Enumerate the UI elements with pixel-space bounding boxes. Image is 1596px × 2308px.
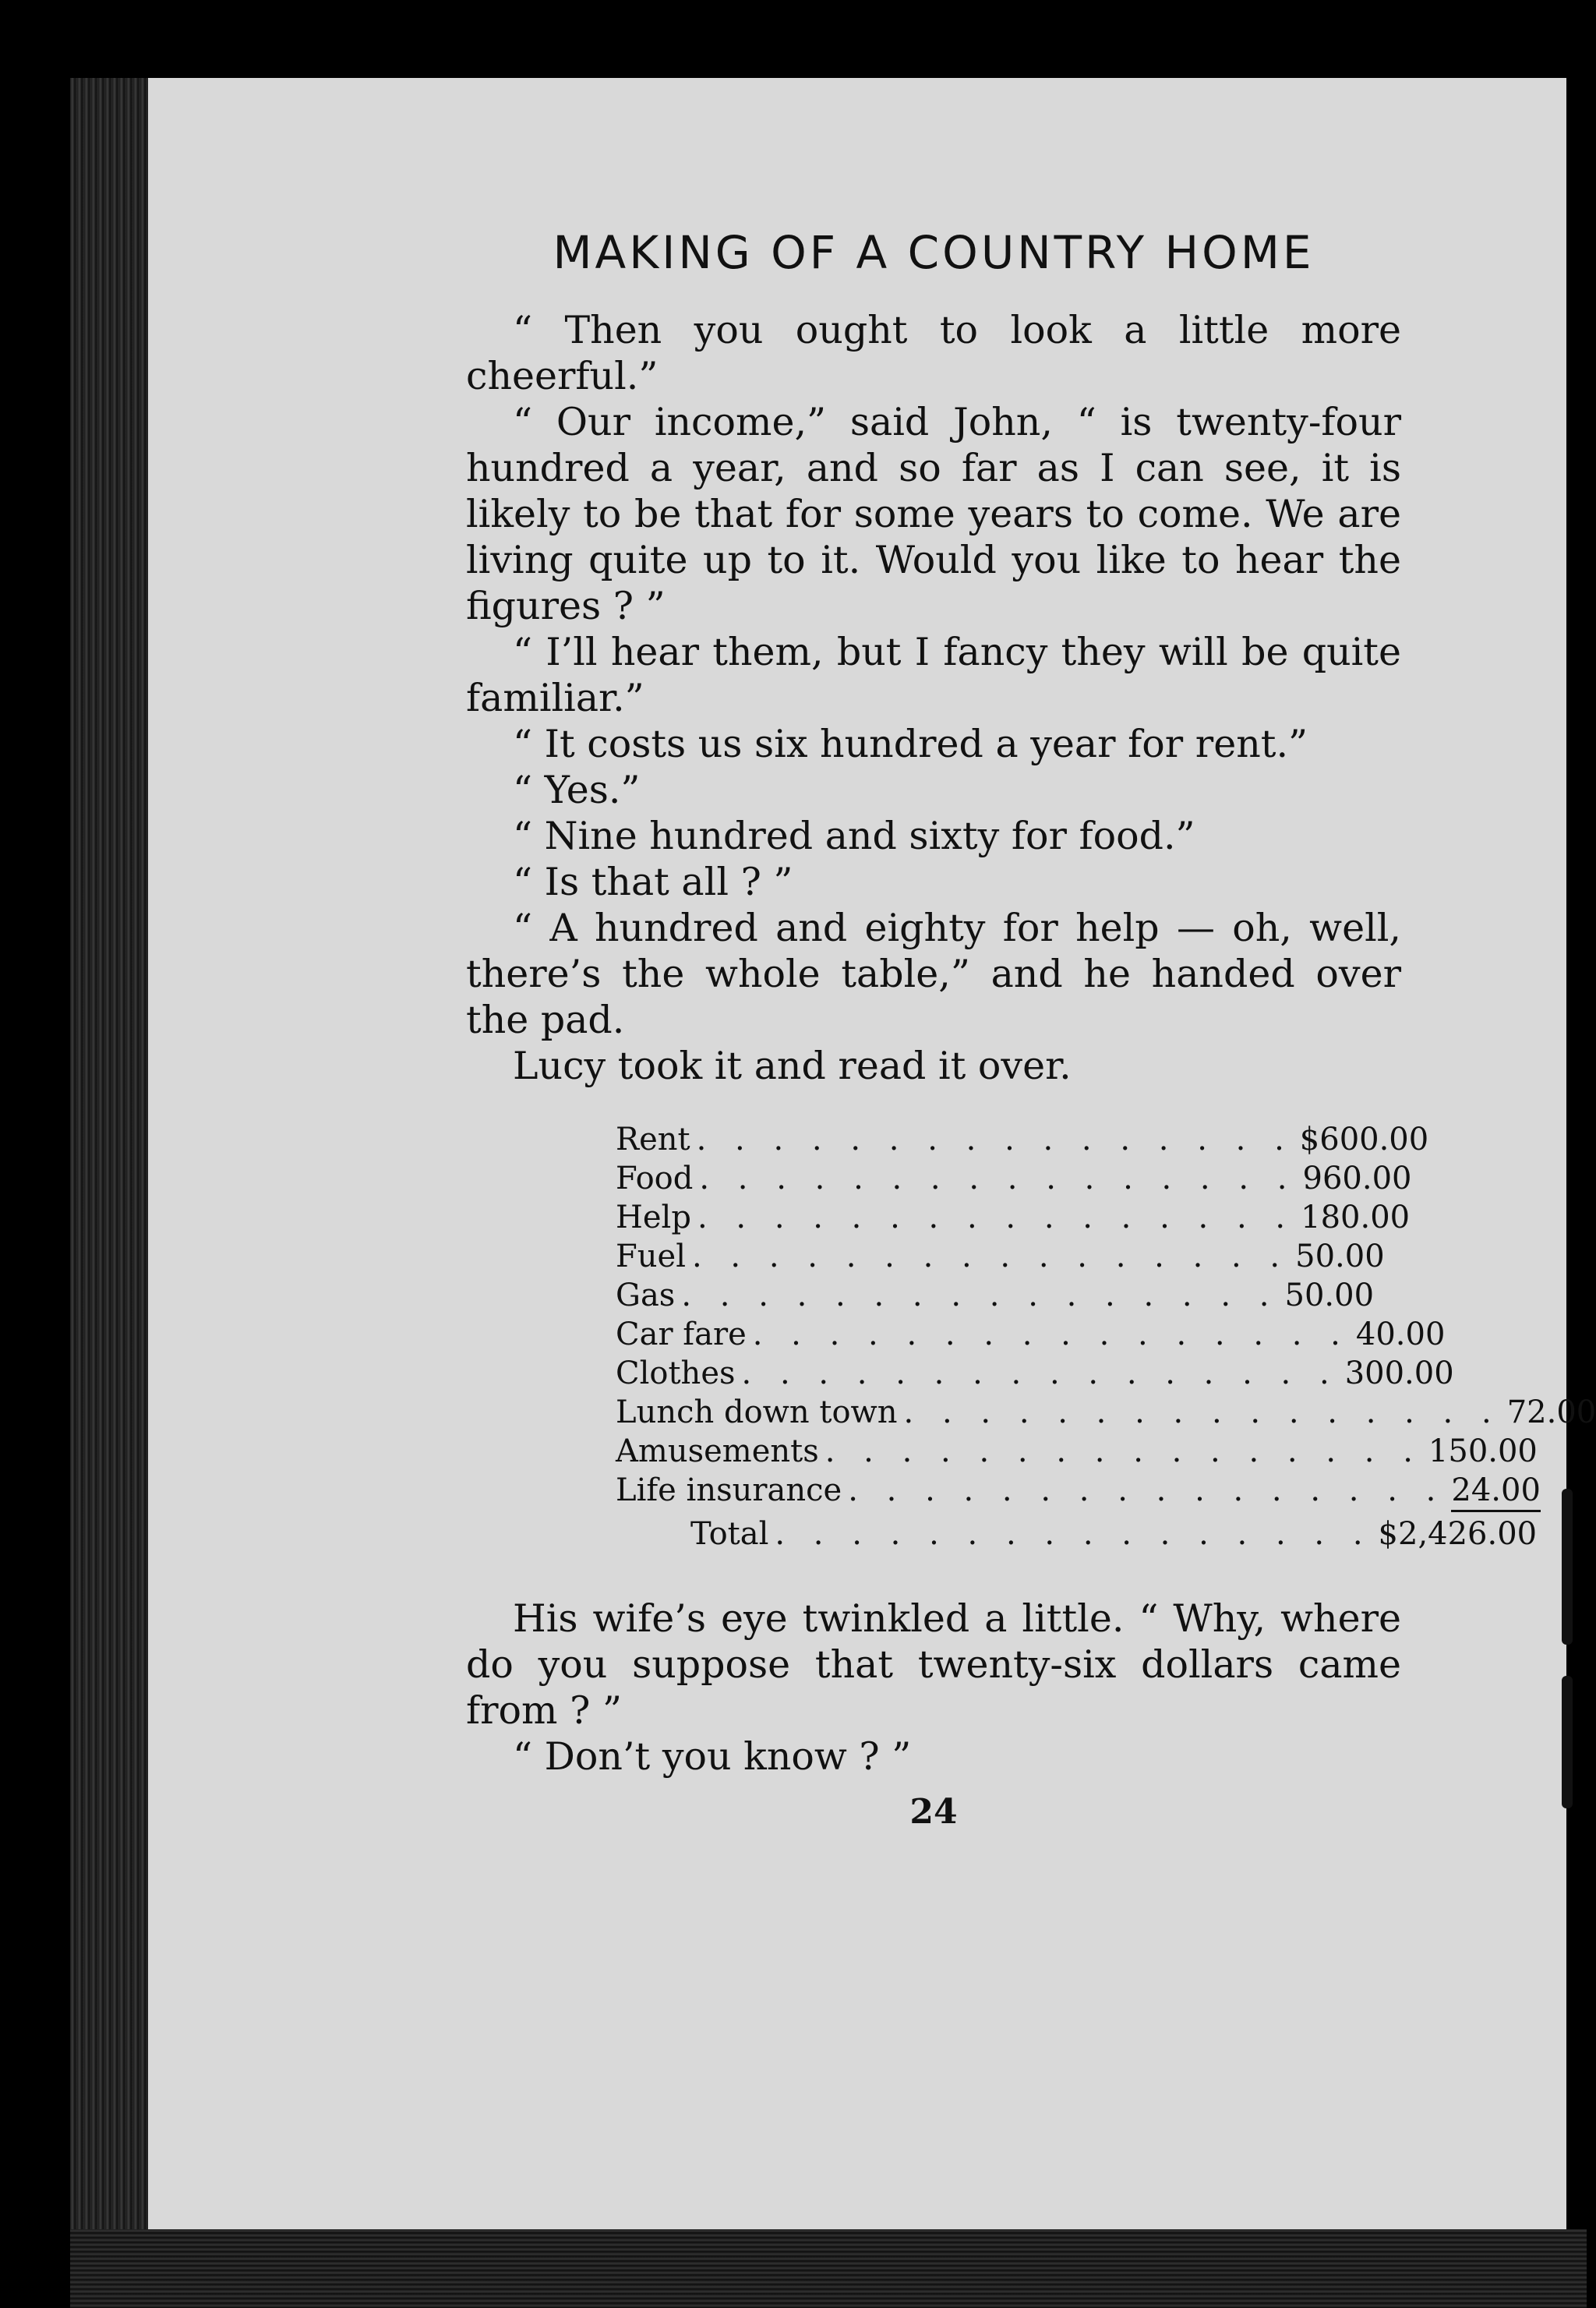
leader-dots: . . . . . . . . . . . . . . . . — [691, 1239, 1290, 1274]
leader-dots: . . . . . . . . . . . . . . . . — [848, 1472, 1446, 1508]
paragraph: “ Our income,” said John, “ is twenty-four hundred a year, and so far as I can see, it is likely to be that for some years to come. We are living quite up to it. Would you like to hear the figures ? ” — [466, 400, 1401, 628]
expense-total-row — [616, 1515, 1538, 1561]
expense-amount: 960.00 — [1302, 1161, 1412, 1196]
paragraph: “ Yes.” — [513, 768, 641, 812]
expense-row — [616, 1315, 1446, 1354]
expense-label: Fuel — [616, 1239, 686, 1274]
paragraph: “ Don’t you know ? ” — [513, 1734, 912, 1779]
paragraph: “ Is that all ? ” — [513, 860, 793, 904]
expense-label: Rent — [616, 1122, 690, 1158]
closing-text — [466, 1596, 1401, 1780]
expense-row — [616, 1393, 1596, 1432]
paragraph: “ Then you ought to look a little more cheerful.” — [466, 308, 1401, 398]
expense-amount: 180.00 — [1301, 1200, 1411, 1235]
paragraph: “ I’ll hear them, but I fancy they will be quite familiar.” — [466, 630, 1401, 720]
leader-dots: . . . . . . . . . . . . . . . . — [697, 1200, 1295, 1235]
expense-table — [616, 1120, 1596, 1561]
book-binding — [70, 78, 148, 2245]
leader-dots: . . . . . . . . . . . . . . . . — [699, 1161, 1297, 1196]
expense-label: Car fare — [616, 1317, 747, 1352]
paragraph: “ It costs us six hundred a year for rent.” — [513, 722, 1308, 766]
expense-row — [616, 1471, 1541, 1510]
text-block — [466, 226, 1596, 1832]
expense-amount: 24.00 — [1451, 1471, 1541, 1512]
right-edge-mark — [1562, 1676, 1573, 1808]
page-bottom-edge — [70, 2229, 1587, 2308]
paragraph: His wife’s eye twinkled a little. “ Why, where do you suppose that twenty-six dollars came from ? ” — [466, 1596, 1401, 1733]
expense-amount: 150.00 — [1428, 1433, 1538, 1469]
expense-label: Lunch down town — [616, 1394, 898, 1430]
paragraph: “ Nine hundred and sixty for food.” — [513, 814, 1195, 858]
leader-dots: . . . . . . . . . . . . . . . . — [824, 1433, 1422, 1469]
expense-label: Clothes — [616, 1355, 736, 1391]
leader-dots: . . . . . . . . . . . . . . . . — [696, 1122, 1294, 1158]
right-edge-mark — [1562, 1489, 1573, 1645]
expense-row — [616, 1237, 1385, 1276]
expense-label: Amusements — [616, 1433, 819, 1469]
page-number: 24 — [909, 1792, 958, 1832]
expense-label: Help — [616, 1200, 691, 1235]
expense-row — [616, 1354, 1454, 1393]
expense-amount: 40.00 — [1355, 1317, 1446, 1352]
leader-dots: . . . . . . . . . . . . . . . . — [741, 1355, 1339, 1391]
expense-label: Life insurance — [616, 1472, 842, 1508]
expense-amount: 300.00 — [1344, 1355, 1454, 1391]
expense-row — [616, 1120, 1429, 1159]
leader-dots: . . . . . . . . . . . . . . . . — [903, 1394, 1501, 1430]
expense-amount: 50.00 — [1284, 1278, 1375, 1313]
expense-amount: 50.00 — [1295, 1239, 1385, 1274]
expense-row — [616, 1159, 1412, 1198]
expense-row — [616, 1276, 1375, 1315]
running-head: MAKING OF A COUNTRY HOME — [553, 226, 1315, 279]
paragraph: Lucy took it and read it over. — [513, 1044, 1072, 1088]
leader-dots: . . . . . . . . . . . . . . . . — [775, 1516, 1372, 1552]
expense-label: Gas — [616, 1278, 676, 1313]
total-label: Total — [690, 1516, 769, 1552]
expense-row — [616, 1198, 1411, 1237]
expense-amount: $600.00 — [1299, 1122, 1429, 1158]
leader-dots: . . . . . . . . . . . . . . . . — [752, 1317, 1350, 1352]
expense-row — [616, 1432, 1538, 1471]
paragraph: “ A hundred and eighty for help — oh, well, there’s the whole table,” and he handed over the pad. — [466, 906, 1401, 1042]
leader-dots: . . . . . . . . . . . . . . . . — [681, 1278, 1279, 1313]
expense-amount: 72.00 — [1506, 1394, 1596, 1430]
total-amount: $2,426.00 — [1378, 1516, 1538, 1552]
expense-label: Food — [616, 1161, 694, 1196]
